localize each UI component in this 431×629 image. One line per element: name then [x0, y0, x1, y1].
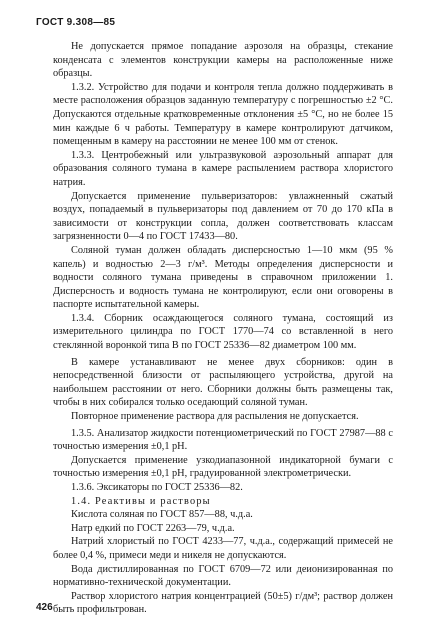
document-body	[53, 40, 393, 617]
paragraph: В камере устанавливают не менее двух сборников: один в непосредственной близости от распыляющего устройства, другой на наибольшем расстоянии от него. Сборники должны быть размещены так, чтобы в них собирался только оседающий соляной туман.	[53, 356, 393, 409]
paragraph: Вода дистиллированная по ГОСТ 6709—72 или деионизированная по нормативно-технической документации.	[53, 563, 393, 589]
paragraph: Натрий хлористый по ГОСТ 4233—77, ч.д.а., содержащий примесей не более 0,4 %, примеси меди и никеля не допускаются.	[53, 536, 393, 561]
page-number: 426	[36, 602, 53, 613]
paragraph: Кислота соляная по ГОСТ 857—88, ч.д.а.	[71, 509, 253, 521]
paragraph: Допускается применение пульверизаторов: увлажненный сжатый воздух, попадаемый в пульверизаторы под давлением от 70 до 170 кПа в зависимости от конструкции сопла, должен соответствовать классам загрязненности 0—4 по ГОСТ 17433—80.	[53, 190, 393, 243]
paragraph: 1.3.5. Анализатор жидкости потенциометрический по ГОСТ 27987—88 с точностью измерения ±0,1 pH.	[53, 427, 393, 453]
paragraph: 1.3.4. Сборник осаждающегося соляного тумана, состоящий из измерительного цилиндра по ГОСТ 1770—74 со вставленной в него стеклянной воронкой типа В по ГОСТ 25336—82 диаметром 100 мм.	[53, 312, 393, 352]
paragraph: Раствор хлористого натрия концентрацией (50±5) г/дм³; раствор должен быть профильтрован.	[53, 590, 393, 616]
paragraph: Натр едкий по ГОСТ 2263—79, ч.д.а.	[71, 522, 235, 534]
paragraph: Допускается применение узкодиапазонной индикаторной бумаги с точностью измерения ±0,1 pH, градуированной электрометрически.	[53, 454, 393, 480]
paragraph: 1.3.2. Устройство для подачи и контроля тепла должно поддерживать в месте расположения образцов заданную температуру с погрешностью ±2 °С. Допускаются отдельные кратковременные отклонения ±5 °С, но не более 15 мин каждые 6 ч работы. Температуру в камере контролируют датчиком, помещенным в камеру на расстоянии не менее 100 мм от стенок.	[53, 81, 393, 148]
paragraph: Не допускается прямое попадание аэрозоля на образцы, стекание конденсата с элементов конструкции камеры на расположенные ниже образцы.	[53, 41, 393, 80]
paragraph: Соляной туман должен обладать дисперсностью 1—10 мкм (95 % капель) и водностью 2—3 г/м³. Методы определения дисперсности и водности соляного тумана приведены в справочном приложении 1. Дисперсность и водность тумана не контролируют, если они оговорены в паспорте испытательной камеры.	[53, 244, 393, 311]
paragraph: Повторное применение раствора для распыления не допускается.	[71, 411, 359, 423]
section-heading: 1.4. Реактивы и растворы	[71, 495, 211, 507]
paragraph: 1.3.6. Эксикаторы по ГОСТ 25336—82.	[71, 482, 243, 493]
paragraph: 1.3.3. Центробежный или ультразвуковой аэрозольный аппарат для образования соляного тумана в камере распылением раствора хлористого натрия.	[53, 149, 393, 188]
document-header: ГОСТ 9.308—85	[36, 17, 116, 28]
